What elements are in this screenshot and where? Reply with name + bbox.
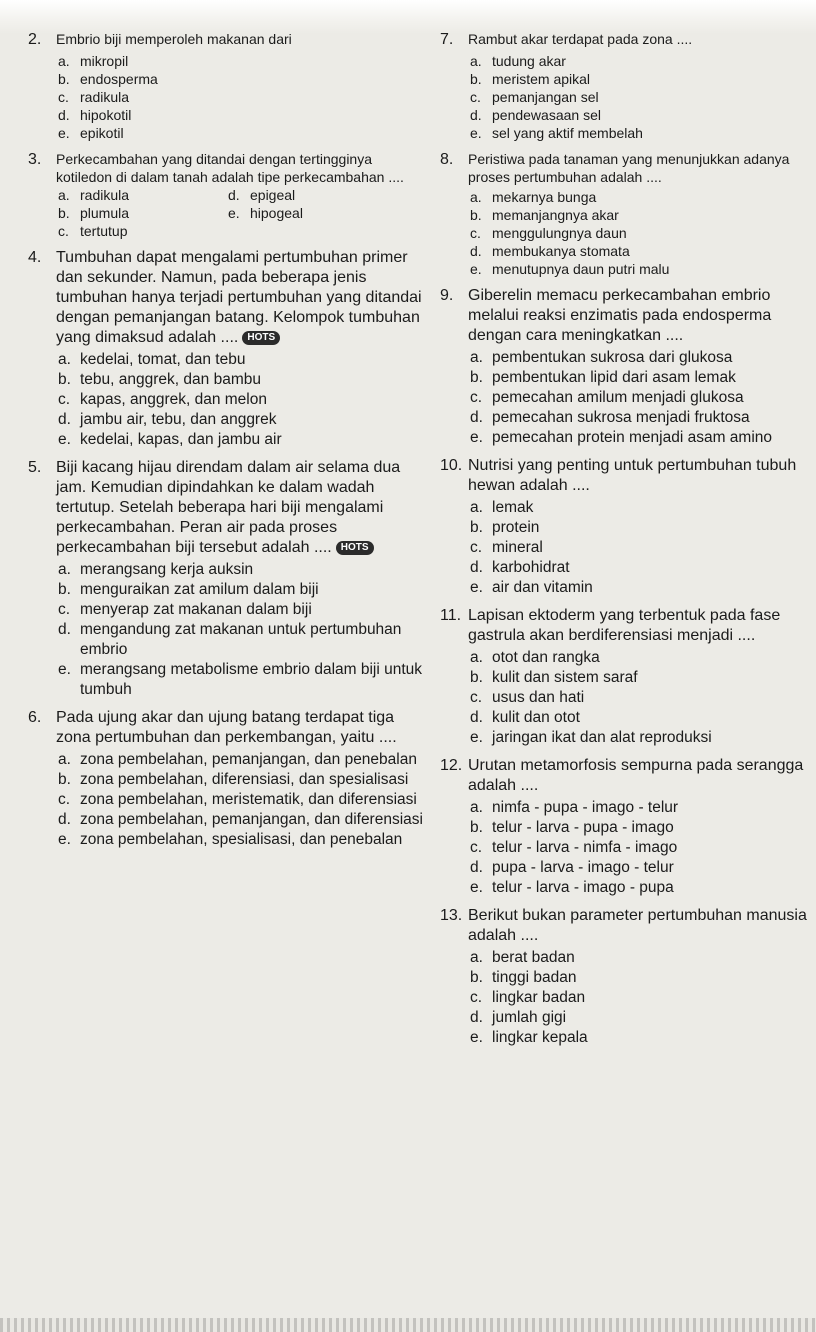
- option-text: plumula: [80, 205, 130, 221]
- option-letter: d.: [470, 859, 483, 876]
- question-number: 9.: [440, 287, 454, 304]
- answer-option[interactable]: [470, 106, 814, 124]
- question-number: 8.: [440, 151, 454, 168]
- answer-option[interactable]: [58, 390, 428, 410]
- answer-option[interactable]: [470, 728, 814, 748]
- option-letter: b.: [470, 519, 483, 536]
- option-letter: d.: [470, 709, 483, 726]
- right-column: [440, 30, 814, 1056]
- question-number: 2.: [28, 31, 42, 48]
- hots-badge: HOTS: [242, 331, 280, 345]
- question-13: [440, 906, 814, 1048]
- answer-option[interactable]: [470, 388, 814, 408]
- question-header: [28, 458, 428, 558]
- answer-option[interactable]: [228, 204, 398, 222]
- answer-option[interactable]: [470, 578, 814, 598]
- answer-option[interactable]: [58, 222, 228, 240]
- question-text: [468, 30, 814, 50]
- option-text: nimfa - pupa - imago - telur: [492, 799, 679, 816]
- question-text-body: Tumbuhan dapat mengalami pertumbuhan primer dan sekunder. Namun, pada beberapa jenis tumbuhan hanya terjadi pertumbuhan yang ditandai dengan pemanjangan batang. Kelompok tumbuhan yang dimaksud adalah ....: [56, 249, 422, 346]
- option-text: lingkar badan: [492, 989, 586, 1006]
- answer-option[interactable]: [58, 580, 428, 600]
- option-text: epigeal: [250, 187, 296, 203]
- answer-option[interactable]: [470, 838, 814, 858]
- option-letter: e.: [58, 431, 71, 448]
- option-letter: b.: [470, 369, 483, 386]
- option-letter: b.: [470, 669, 483, 686]
- answer-option[interactable]: [58, 186, 228, 204]
- option-letter: b.: [470, 71, 482, 87]
- answer-option[interactable]: [58, 830, 428, 850]
- question-header: [440, 456, 814, 496]
- option-letter: e.: [228, 205, 240, 221]
- answer-option[interactable]: [470, 408, 814, 428]
- answer-option[interactable]: [470, 242, 814, 260]
- option-letter: a.: [470, 949, 483, 966]
- option-letter: d.: [470, 107, 482, 123]
- option-text: usus dan hati: [492, 689, 585, 706]
- question-text: [56, 30, 428, 50]
- answer-option[interactable]: [470, 188, 814, 206]
- question-number: 4.: [28, 249, 42, 266]
- question-text: [468, 606, 814, 646]
- answer-options: [28, 750, 428, 850]
- option-text: zona pembelahan, diferensiasi, dan spesialisasi: [80, 771, 409, 788]
- option-text: memanjangnya akar: [492, 207, 619, 223]
- option-text: menyerap zat makanan dalam biji: [80, 601, 312, 618]
- answer-option[interactable]: [58, 660, 428, 700]
- question-header: [440, 606, 814, 646]
- option-text: mengandung zat makanan untuk pertumbuhan embrio: [80, 621, 402, 658]
- question-text: [468, 150, 814, 186]
- option-text: hipogeal: [250, 205, 303, 221]
- option-letter: a.: [470, 499, 483, 516]
- question-text-body: Nutrisi yang penting untuk pertumbuhan tubuh hewan adalah ....: [468, 457, 797, 494]
- option-text: pemanjangan sel: [492, 89, 599, 105]
- option-text: karbohidrat: [492, 559, 570, 576]
- answer-option[interactable]: [470, 88, 814, 106]
- question-2: [28, 30, 428, 142]
- option-letter: a.: [58, 751, 71, 768]
- option-letter: d.: [58, 811, 71, 828]
- option-letter: e.: [470, 1029, 483, 1046]
- option-text: hipokotil: [80, 107, 132, 123]
- option-text: otot dan rangka: [492, 649, 600, 666]
- option-letter: d.: [228, 187, 240, 203]
- answer-option[interactable]: [470, 52, 814, 70]
- option-letter: e.: [470, 729, 483, 746]
- question-header: [440, 756, 814, 796]
- option-text: mineral: [492, 539, 543, 556]
- option-letter: b.: [470, 207, 482, 223]
- answer-option[interactable]: [470, 688, 814, 708]
- answer-option[interactable]: [470, 428, 814, 448]
- question-text-body: Berikut bukan parameter pertumbuhan manusia adalah ....: [468, 907, 807, 944]
- answer-option[interactable]: [58, 560, 428, 580]
- answer-option[interactable]: [470, 798, 814, 818]
- answer-option[interactable]: [470, 668, 814, 688]
- question-header: [28, 30, 428, 50]
- answer-option[interactable]: [228, 186, 398, 204]
- answer-option[interactable]: [470, 878, 814, 898]
- answer-options: [440, 188, 814, 278]
- answer-option[interactable]: [470, 368, 814, 388]
- option-text: tebu, anggrek, dan bambu: [80, 371, 261, 388]
- question-text-body: Pada ujung akar dan ujung batang terdapat tiga zona pertumbuhan dan perkembangan, yaitu ....: [56, 709, 397, 746]
- option-letter: a.: [58, 187, 70, 203]
- option-text: zona pembelahan, pemanjangan, dan penebalan: [80, 751, 417, 768]
- answer-option[interactable]: [58, 370, 428, 390]
- answer-option[interactable]: [470, 948, 814, 968]
- option-letter: c.: [58, 791, 71, 808]
- option-letter: c.: [470, 89, 481, 105]
- option-text: pupa - larva - imago - telur: [492, 859, 674, 876]
- option-letter: a.: [470, 53, 482, 69]
- answer-option[interactable]: [470, 538, 814, 558]
- option-text: kedelai, kapas, dan jambu air: [80, 431, 282, 448]
- answer-option[interactable]: [470, 70, 814, 88]
- option-text: kapas, anggrek, dan melon: [80, 391, 267, 408]
- question-5: [28, 458, 428, 700]
- question-header: [440, 30, 814, 50]
- option-text: tinggi badan: [492, 969, 577, 986]
- option-letter: a.: [470, 799, 483, 816]
- option-text: kulit dan sistem saraf: [492, 669, 638, 686]
- answer-option[interactable]: [58, 810, 428, 830]
- option-text: jumlah gigi: [492, 1009, 567, 1026]
- answer-options: [440, 798, 814, 898]
- option-text: kulit dan otot: [492, 709, 580, 726]
- question-header: [440, 906, 814, 946]
- option-letter: e.: [470, 579, 483, 596]
- answer-option[interactable]: [470, 818, 814, 838]
- option-text: telur - larva - pupa - imago: [492, 819, 674, 836]
- question-header: [440, 286, 814, 346]
- option-letter: e.: [470, 125, 482, 141]
- answer-options: [28, 560, 428, 700]
- answer-option[interactable]: [470, 858, 814, 878]
- question-text: [56, 458, 428, 558]
- option-letter: a.: [58, 53, 70, 69]
- option-text: tertutup: [80, 223, 128, 239]
- option-letter: c.: [58, 89, 69, 105]
- option-letter: d.: [470, 1009, 483, 1026]
- question-11: [440, 606, 814, 748]
- question-number: 5.: [28, 459, 42, 476]
- option-text: membukanya stomata: [492, 243, 630, 259]
- option-letter: c.: [58, 223, 69, 239]
- option-letter: a.: [470, 649, 483, 666]
- option-text: zona pembelahan, meristematik, dan diferensiasi: [80, 791, 417, 808]
- answer-options: [440, 348, 814, 448]
- question-text: [468, 906, 814, 946]
- question-3: [28, 150, 428, 240]
- option-text: lemak: [492, 499, 534, 516]
- option-text: zona pembelahan, spesialisasi, dan penebalan: [80, 831, 403, 848]
- answer-option[interactable]: [58, 52, 428, 70]
- question-text-body: Embrio biji memperoleh makanan dari: [56, 31, 292, 47]
- option-text: jambu air, tebu, dan anggrek: [80, 411, 277, 428]
- option-text: sel yang aktif membelah: [492, 125, 643, 141]
- answer-option[interactable]: [470, 206, 814, 224]
- option-text: protein: [492, 519, 540, 536]
- answer-options: [440, 948, 814, 1048]
- option-letter: b.: [470, 969, 483, 986]
- option-letter: d.: [470, 409, 483, 426]
- answer-option[interactable]: [58, 350, 428, 370]
- option-text: pembentukan sukrosa dari glukosa: [492, 349, 733, 366]
- option-text: telur - larva - nimfa - imago: [492, 839, 678, 856]
- option-text: zona pembelahan, pemanjangan, dan diferensiasi: [80, 811, 423, 828]
- answer-option[interactable]: [470, 498, 814, 518]
- option-letter: c.: [470, 539, 483, 556]
- option-text: menguraikan zat amilum dalam biji: [80, 581, 319, 598]
- option-text: merangsang metabolisme embrio dalam biji untuk tumbuh: [80, 661, 423, 698]
- option-text: pemecahan sukrosa menjadi fruktosa: [492, 409, 750, 426]
- question-text-body: Lapisan ektoderm yang terbentuk pada fase gastrula akan berdiferensiasi menjadi ....: [468, 607, 781, 644]
- question-8: [440, 150, 814, 278]
- question-number: 10.: [440, 457, 463, 474]
- option-letter: d.: [58, 107, 70, 123]
- option-text: mekarnya bunga: [492, 189, 597, 205]
- option-text: lingkar kepala: [492, 1029, 588, 1046]
- option-text: tudung akar: [492, 53, 566, 69]
- question-text: [468, 286, 814, 346]
- question-text-body: Urutan metamorfosis sempurna pada serangga adalah ....: [468, 757, 804, 794]
- option-text: menggulungnya daun: [492, 225, 627, 241]
- answer-options: [28, 186, 428, 240]
- answer-option[interactable]: [58, 750, 428, 770]
- question-text: [56, 248, 428, 348]
- option-text: kedelai, tomat, dan tebu: [80, 351, 246, 368]
- answer-option[interactable]: [470, 124, 814, 142]
- option-text: merangsang kerja auksin: [80, 561, 254, 578]
- answer-option[interactable]: [228, 222, 398, 240]
- question-number: 6.: [28, 709, 42, 726]
- answer-option[interactable]: [470, 518, 814, 538]
- option-text: menutupnya daun putri malu: [492, 261, 670, 277]
- option-text: epikotil: [80, 125, 124, 141]
- question-text-body: Rambut akar terdapat pada zona ....: [468, 31, 693, 47]
- question-12: [440, 756, 814, 898]
- option-letter: e.: [470, 429, 483, 446]
- answer-option[interactable]: [58, 430, 428, 450]
- option-text: telur - larva - imago - pupa: [492, 879, 674, 896]
- answer-option[interactable]: [58, 410, 428, 430]
- option-text: radikula: [80, 89, 130, 105]
- option-text: radikula: [80, 187, 130, 203]
- answer-options: [440, 498, 814, 598]
- option-letter: c.: [470, 839, 483, 856]
- question-header: [28, 708, 428, 748]
- option-letter: a.: [58, 351, 71, 368]
- option-letter: a.: [58, 561, 71, 578]
- option-letter: d.: [470, 559, 483, 576]
- option-letter: b.: [470, 819, 483, 836]
- question-text-body: Peristiwa pada tanaman yang menunjukkan adanya proses pertumbuhan adalah ....: [468, 151, 790, 185]
- answer-option[interactable]: [58, 124, 428, 142]
- option-letter: d.: [470, 243, 482, 259]
- question-9: [440, 286, 814, 448]
- question-text: [468, 756, 814, 796]
- option-letter: d.: [58, 621, 71, 638]
- answer-options: [28, 52, 428, 142]
- option-letter: a.: [470, 189, 482, 205]
- option-text: pemecahan protein menjadi asam amino: [492, 429, 773, 446]
- question-number: 3.: [28, 151, 42, 168]
- answer-option[interactable]: [470, 224, 814, 242]
- answer-option[interactable]: [58, 204, 228, 222]
- option-text: mikropil: [80, 53, 129, 69]
- option-letter: e.: [58, 125, 70, 141]
- answer-option[interactable]: [58, 790, 428, 810]
- question-number: 12.: [440, 757, 463, 774]
- option-letter: c.: [470, 689, 483, 706]
- option-letter: e.: [58, 831, 71, 848]
- option-letter: b.: [58, 371, 71, 388]
- option-letter: e.: [470, 261, 482, 277]
- option-letter: a.: [470, 349, 483, 366]
- hots-badge: HOTS: [336, 541, 374, 555]
- option-text: air dan vitamin: [492, 579, 593, 596]
- question-number: 11.: [440, 607, 462, 624]
- answer-option[interactable]: [58, 770, 428, 790]
- answer-option[interactable]: [470, 988, 814, 1008]
- answer-option[interactable]: [470, 968, 814, 988]
- option-letter: b.: [58, 771, 71, 788]
- option-letter: b.: [58, 205, 70, 221]
- question-number: 7.: [440, 31, 454, 48]
- answer-options: [28, 350, 428, 450]
- option-letter: c.: [58, 391, 71, 408]
- answer-options: [440, 52, 814, 142]
- option-letter: d.: [58, 411, 71, 428]
- question-number: 13.: [440, 907, 463, 924]
- option-letter: b.: [58, 71, 70, 87]
- option-text: pemecahan amilum menjadi glukosa: [492, 389, 744, 406]
- question-header: [28, 150, 428, 186]
- option-text: endosperma: [80, 71, 158, 87]
- answer-option[interactable]: [470, 348, 814, 368]
- question-header: [440, 150, 814, 186]
- answer-option[interactable]: [470, 708, 814, 728]
- option-text: jaringan ikat dan alat reproduksi: [492, 729, 712, 746]
- option-letter: c.: [470, 225, 481, 241]
- option-letter: b.: [58, 581, 71, 598]
- left-column: [28, 30, 428, 858]
- answer-options: [440, 648, 814, 748]
- option-letter: e.: [470, 879, 483, 896]
- answer-option[interactable]: [58, 88, 428, 106]
- answer-option[interactable]: [58, 620, 428, 660]
- question-text: [56, 150, 428, 186]
- page-top-edge: [0, 0, 816, 34]
- option-text: berat badan: [492, 949, 575, 966]
- answer-option[interactable]: [58, 600, 428, 620]
- answer-option[interactable]: [58, 106, 428, 124]
- answer-option[interactable]: [470, 260, 814, 278]
- answer-option[interactable]: [470, 648, 814, 668]
- option-text: pendewasaan sel: [492, 107, 601, 123]
- question-text-body: Biji kacang hijau direndam dalam air selama dua jam. Kemudian dipindahkan ke dalam wadah tertutup. Setelah beberapa hari biji mengalami perkecambahan. Peran air pada proses perkecambahan biji tersebut adalah ....: [56, 459, 401, 556]
- question-header: [28, 248, 428, 348]
- question-7: [440, 30, 814, 142]
- question-text-body: Perkecambahan yang ditandai dengan tertingginya kotiledon di dalam tanah adalah tipe perkecambahan ....: [56, 151, 404, 185]
- option-letter: [228, 222, 250, 240]
- answer-option[interactable]: [58, 70, 428, 88]
- option-letter: c.: [58, 601, 71, 618]
- answer-option[interactable]: [470, 558, 814, 578]
- question-6: [28, 708, 428, 850]
- question-4: [28, 248, 428, 450]
- option-text: pembentukan lipid dari asam lemak: [492, 369, 736, 386]
- page-bottom-edge: [0, 1318, 816, 1332]
- question-text: [56, 708, 428, 748]
- answer-option[interactable]: [470, 1028, 814, 1048]
- answer-option[interactable]: [470, 1008, 814, 1028]
- option-letter: e.: [58, 661, 71, 678]
- question-text: [468, 456, 814, 496]
- option-letter: c.: [470, 389, 483, 406]
- question-10: [440, 456, 814, 598]
- option-letter: c.: [470, 989, 483, 1006]
- option-text: meristem apikal: [492, 71, 591, 87]
- question-text-body: Giberelin memacu perkecambahan embrio melalui reaksi enzimatis pada endosperma dengan cara meningkatkan ....: [468, 287, 772, 344]
